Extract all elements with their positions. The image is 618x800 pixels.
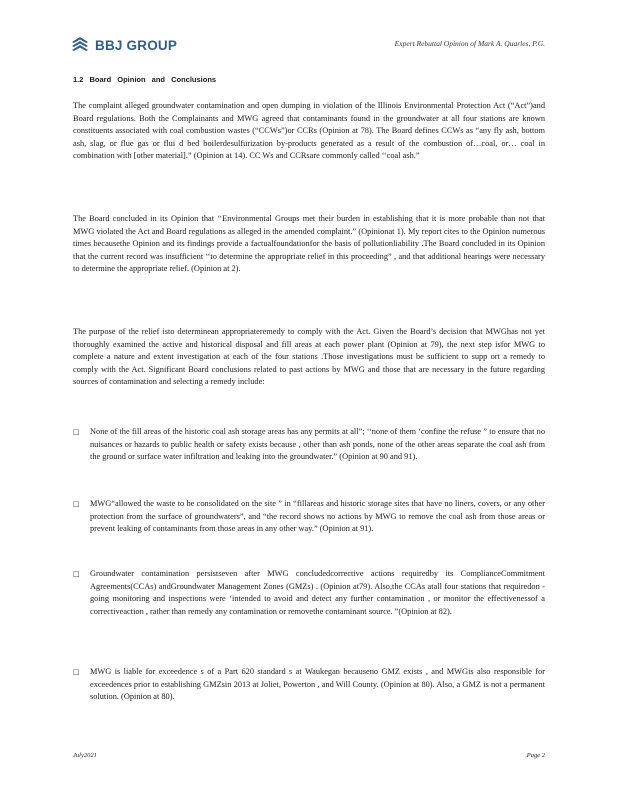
bullet-icon: □: [73, 428, 80, 436]
bullet-icon: □: [73, 668, 80, 676]
logo-text: BBJ GROUP: [95, 37, 178, 53]
page-number: Page 2: [526, 752, 545, 759]
report-title: Expert Rebuttal Opinion of Mark A. Quarles, P.G.: [394, 39, 545, 48]
list-item: □ MWG is liable for exceedence s of a Part 620 standard s at Waukegan becauseno GMZ exists , and MWGis also responsible for exceedences prior to establishing GMZsin 2013 at Joliet, Powerton , and Will County. (Opinion at 80). Also, a GMZ is not a permanent solution. (Opinion at 80).: [73, 666, 545, 704]
paragraph-2: The Board concluded in its Opinion that ‘‘Environmental Groups met their burden in establishing that it is more probable than not that MWG violated the Act and Board regulations as alleged in the amended complaint.” (Opinionat 1). My report cites to the Opinion numerous times becausethe Opinion and its findings provide a factualfoundationfor the basis of pollutionliability .The Board concluded in its Opinion that the current record was insufficient ‘‘to determine the appropriate relief in this proceeding” , and that additional hearings were necessary to determine the appropriate relief. (Opinion at 2).: [73, 214, 545, 274]
bbj-logo-icon: [71, 36, 91, 54]
paragraph-1: The complaint alleged groundwater contamination and open dumping in violation of the Illinois Environmental Protection Act (“Act”)and Board regulations. Both the Complainants and MWG agreed that contaminants found in the groundwater at all four stations are known constituents associated with coal combustion wastes (“CCWs”)or CCRs (Opinion at 78). The Board defines CCWs as “any fly ash, bottom ash, slag, or flue gas or flui d bed boilerdesulfurization by-products generated as a result of the combustion of…coal, or… coal in combination with [other material].” (Opinion at 14). CC Ws and CCRsare commonly called ‘‘coal ash.”: [73, 101, 545, 161]
list-item: □ None of the fill areas of the historic coal ash storage areas has any permits at all”; ‘‘none of them ‘confine the refuse ” to ensure that no nuisances or hazards to public health or safety exists because , other than ash ponds, none of the other areas separate the coal ash from the ground or surface water infiltration and leaking into the groundwater.” (Opinion at 90 and 91).: [73, 426, 545, 464]
paragraph-3: The purpose of the relief isto determinean appropriateremedy to comply with the Act. Given the Board’s decision that MWGhas not yet thoroughly examined the active and historical disposal and fill areas at each power plant (Opinion at 79), the next step isfor MWG to complete a nature and extent investigation at each of the four stations .Those investigations must be sufficient to supp ort a remedy to comply with the Act. Significant Board conclusions related to past actions by MWG and those that are necessary in the future regarding sources of contamination and selecting a remedy include:: [73, 327, 545, 387]
bullet-icon: □: [73, 500, 80, 508]
company-logo: [71, 36, 177, 54]
bullet-icon: □: [73, 570, 80, 578]
list-item: □ MWG“allowed the waste to be consolidated on the site ” in “fillareas and historic storage sites that have no liners, covers, or any other protection from the surface of groundwaters”, and “the record shows no actions by MWG to remove the coal ash from those areas or prevent leaking of contaminants from those areas in any other way.” (Opinion at 91).: [73, 498, 545, 536]
footer-date: July2021: [73, 752, 97, 759]
section-heading: 1.2 Board Opinion and Conclusions: [73, 75, 217, 84]
list-item: □ Groundwater contamination persistseven after MWG concludedcorrective actions requiredby its ComplianceCommitment Agreements(CCAs) andGroundwater Management Zones (GMZs) . (Opinion at79). Also,the CCAs atall four stations that requiredon - going monitoring and inspections were ‘intended to avoid and detect any further contamination , or monitor the effectivenessof a correctiveaction , rather than remedy any contamination or removethe contaminant source. ”(Opinion at 82).: [73, 568, 545, 618]
